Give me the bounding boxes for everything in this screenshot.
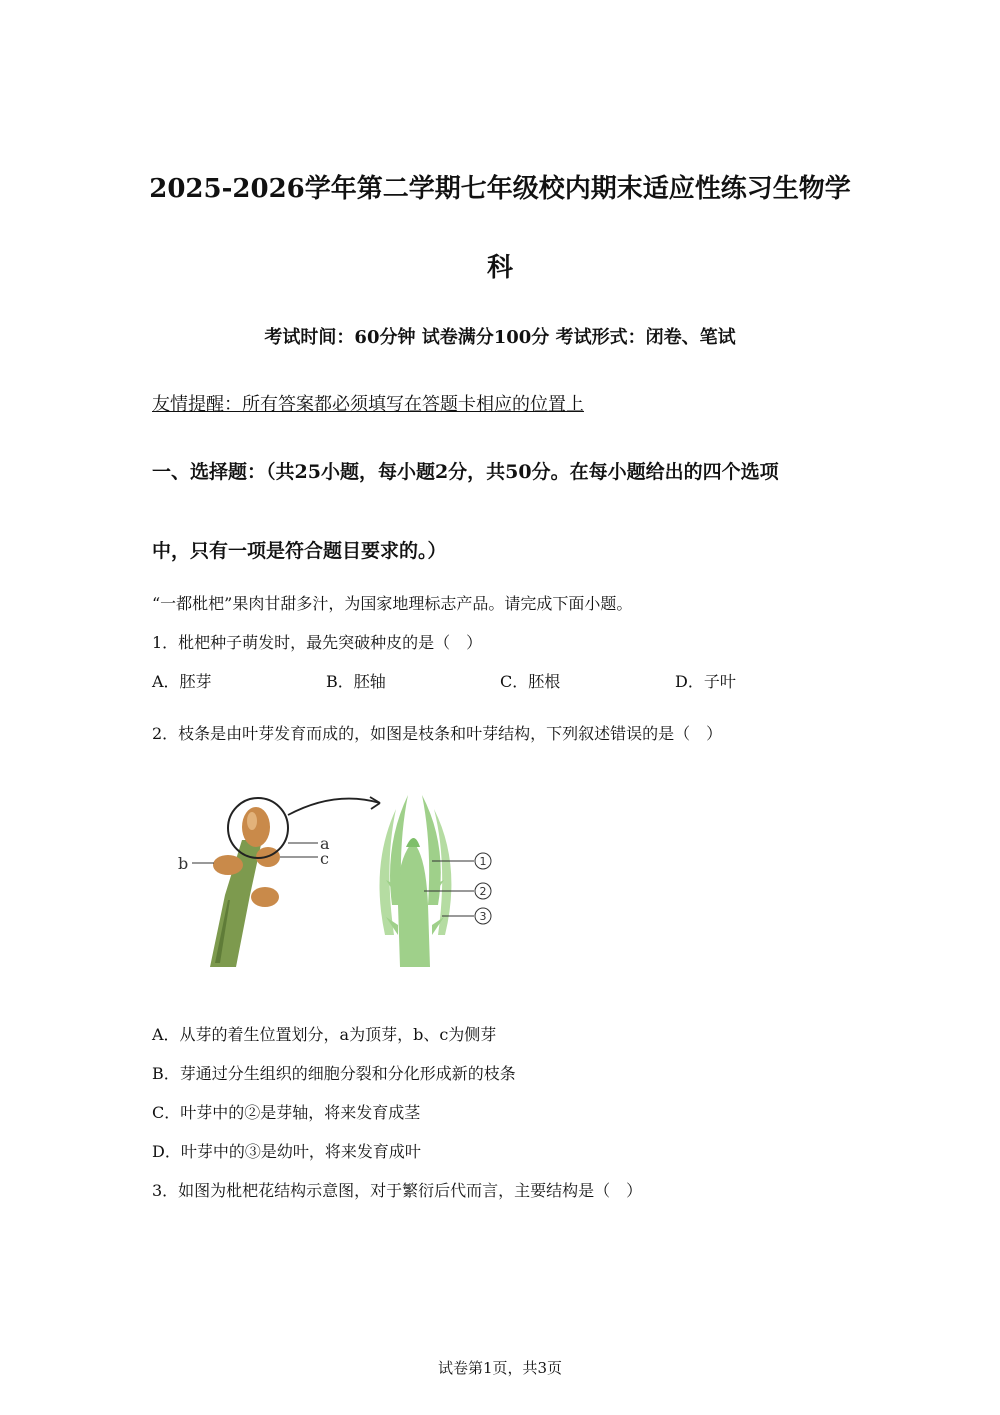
section1-heading-line2: 中，只有一项是符合题目要求的。） <box>152 540 447 562</box>
reminder-text: 友情提醒：所有答案都必须填写在答题卡相应的位置上 <box>152 394 584 415</box>
question-2-option-c: C．叶芽中的②是芽轴，将来发育成茎 <box>152 1103 421 1122</box>
question-1-option-c: C．胚根 <box>500 672 561 691</box>
leaf-bud-section <box>380 795 452 967</box>
terminal-bud-a <box>242 807 270 847</box>
exam-info: 考试时间：60分钟 试卷满分100分 考试形式：闭卷、笔试 <box>264 327 736 348</box>
label-c: c <box>320 849 329 868</box>
page-title-line2: 科 <box>486 253 513 283</box>
question-1-option-a: A．胚芽 <box>152 672 212 691</box>
question-2-option-a: A．从芽的着生位置划分，a为顶芽，b、c为侧芽 <box>152 1025 497 1044</box>
marker-2-label: 2 <box>479 885 487 898</box>
label-a: a <box>320 834 330 853</box>
intro-text: “一都枇杷”果肉甘甜多汁，为国家地理标志产品。请完成下面小题。 <box>152 594 633 613</box>
question-3-stem: 3．如图为枇杷花结构示意图，对于繁衍后代而言，主要结构是（ ） <box>152 1181 643 1200</box>
lateral-bud-b <box>213 855 243 875</box>
marker-1-label: 1 <box>479 855 487 868</box>
twig-and-leaf-bud-figure <box>170 785 530 975</box>
question-2-option-b: B．芽通过分生组织的细胞分裂和分化形成新的枝条 <box>152 1064 516 1083</box>
question-1-option-d: D．子叶 <box>675 672 736 691</box>
marker-3-label: 3 <box>479 910 487 923</box>
question-1-stem: 1．枇杷种子萌发时，最先突破种皮的是（ ） <box>152 633 483 652</box>
lateral-bud-lower <box>251 887 279 907</box>
question-2-option-d: D．叶芽中的③是幼叶，将来发育成叶 <box>152 1142 421 1161</box>
section1-heading-line1: 一、选择题：（共25小题，每小题2分，共50分。在每小题给出的四个选项 <box>152 461 779 483</box>
question-1-option-b: B．胚轴 <box>326 672 386 691</box>
arrow-line <box>288 799 380 815</box>
question-2-stem: 2．枝条是由叶芽发育而成的，如图是枝条和叶芽结构，下列叙述错误的是（ ） <box>152 724 723 743</box>
arrow-head-icon <box>370 797 380 809</box>
page-footer: 试卷第1页，共3页 <box>437 1359 563 1377</box>
label-b: b <box>178 854 189 873</box>
twig-leaf-bud-diagram <box>170 785 530 975</box>
page-title-line1: 2025-2026学年第二学期七年级校内期末适应性练习生物学 <box>149 174 851 204</box>
